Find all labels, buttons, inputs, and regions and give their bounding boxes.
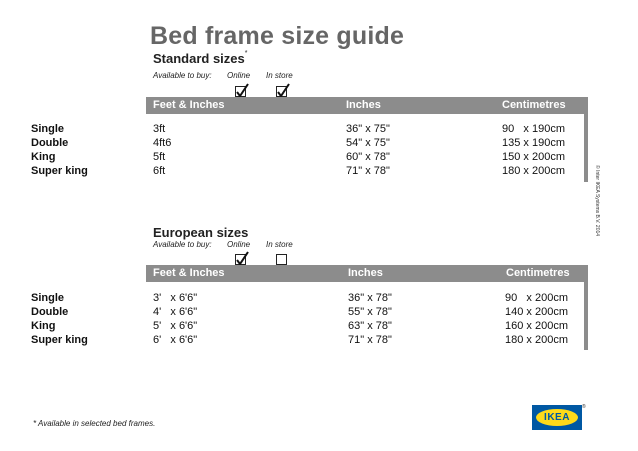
standard-vertical-rule [584, 114, 588, 182]
standard-size-names [31, 122, 88, 178]
cm-value: 180 x 200cm [505, 334, 568, 346]
size-name: King [31, 151, 56, 163]
cm-value: 150 x 200cm [502, 151, 565, 163]
size-name: Super king [31, 334, 88, 346]
standard-feet-column [153, 122, 171, 178]
header-feet-inches: Feet & Inches [153, 99, 225, 111]
cm-value: 135 x 190cm [502, 137, 565, 149]
european-sizes-heading: European sizes [153, 225, 249, 240]
cm-value: 160 x 200cm [505, 320, 568, 332]
standard-instore-checkbox [276, 86, 287, 97]
footnote: * Available in selected bed frames. [33, 419, 156, 428]
online-label: Online [227, 240, 251, 249]
available-label: Available to buy: [153, 71, 212, 80]
size-name: Double [31, 306, 69, 318]
inches-value: 36" x 78" [348, 292, 392, 304]
checkmark-icon [235, 251, 249, 266]
inches-value: 54" x 75" [346, 137, 390, 149]
european-feet-column [153, 291, 197, 347]
asterisk-mark: * [244, 50, 248, 57]
header-centimetres: Centimetres [502, 99, 566, 111]
european-header-bar [146, 265, 588, 282]
european-vertical-rule [584, 282, 588, 350]
standard-inches-column [346, 122, 390, 178]
inches-value: 55" x 78" [348, 306, 392, 318]
standard-header-bar [146, 97, 588, 114]
instore-label: In store [266, 71, 293, 80]
european-instore-checkbox [276, 254, 287, 265]
inches-value: 71" x 78" [346, 165, 390, 177]
european-online-checkbox [235, 254, 246, 265]
header-feet-inches: Feet & Inches [153, 267, 225, 279]
standard-sizes-heading [153, 51, 248, 66]
feet-value: 6' x 6'6" [153, 334, 198, 346]
instore-label: In store [266, 240, 293, 249]
european-size-names [31, 291, 88, 347]
cm-value: 180 x 200cm [502, 165, 565, 177]
standard-sizes-heading-text: Standard sizes [153, 51, 245, 66]
registered-mark: ® [582, 404, 586, 410]
size-name: Super king [31, 165, 88, 177]
copyright-notice: © Inter IKEA Systems B.V. 2014 [594, 165, 600, 237]
size-name: Single [31, 123, 65, 135]
available-label: Available to buy: [153, 240, 212, 249]
feet-value: 4' x 6'6" [153, 306, 198, 318]
inches-value: 63" x 78" [348, 320, 392, 332]
cm-value: 90 x 190cm [502, 123, 565, 135]
feet-value: 3ft [153, 123, 166, 135]
logo-text: IKEA [544, 412, 570, 423]
european-cm-column [505, 291, 568, 347]
feet-value: 4ft6 [153, 137, 172, 149]
header-inches: Inches [348, 267, 383, 279]
ikea-logo [532, 404, 586, 430]
online-label: Online [227, 71, 251, 80]
cm-value: 140 x 200cm [505, 306, 568, 318]
size-name: Single [31, 292, 65, 304]
page-title: Bed frame size guide [150, 22, 405, 50]
feet-value: 5ft [153, 151, 166, 163]
inches-value: 71" x 78" [348, 334, 392, 346]
standard-cm-column [502, 122, 565, 178]
inches-value: 60" x 78" [346, 151, 390, 163]
inches-value: 36" x 75" [346, 123, 390, 135]
standard-online-checkbox [235, 86, 246, 97]
checkmark-icon [276, 83, 290, 98]
feet-value: 3' x 6'6" [153, 292, 198, 304]
size-name: King [31, 320, 56, 332]
cm-value: 90 x 200cm [505, 292, 568, 304]
european-inches-column [348, 291, 392, 347]
header-centimetres: Centimetres [506, 267, 570, 279]
header-inches: Inches [346, 99, 381, 111]
checkmark-icon [235, 83, 249, 98]
size-name: Double [31, 137, 69, 149]
feet-value: 6ft [153, 165, 166, 177]
feet-value: 5' x 6'6" [153, 320, 198, 332]
